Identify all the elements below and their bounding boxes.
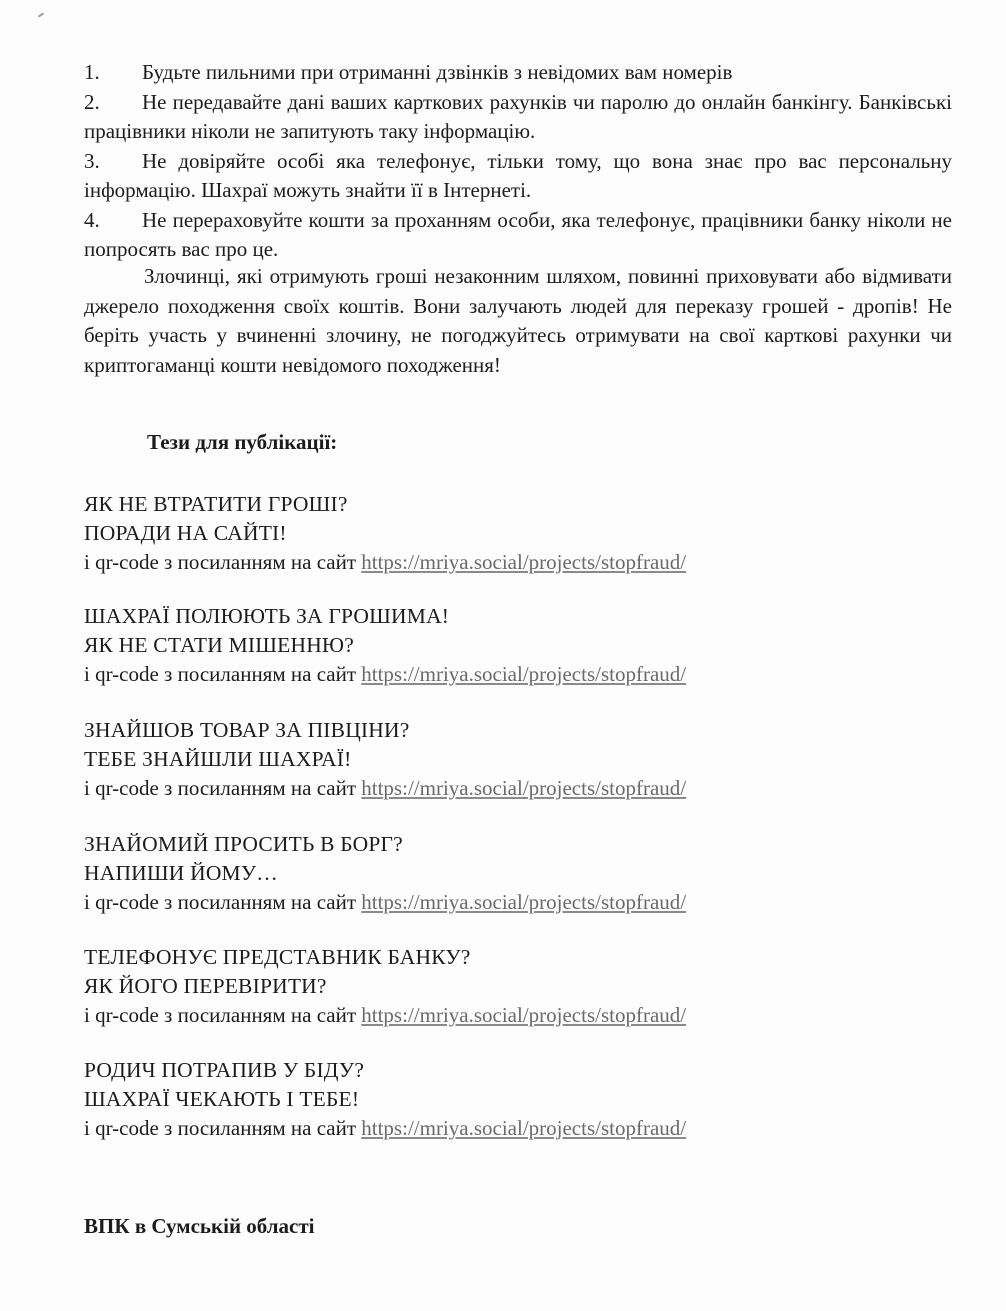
list-item-text: Не передавайте дані ваших карткових рахунків чи паролю до онлайн банкінгу. Банківські працівники ніколи не запитують таку інформацію. — [84, 89, 952, 143]
site-link[interactable]: https://mriya.social/projects/stopfraud/ — [361, 776, 687, 800]
list-item-text: Не перераховуйте кошти за проханням особи, яка телефонує, працівники банку ніколи не попросять вас про це. — [84, 207, 952, 261]
list-item-number: 2. — [84, 89, 100, 114]
site-link[interactable]: https://mriya.social/projects/stopfraud/ — [361, 1116, 687, 1140]
qr-note-text: і qr-code з посиланням на сайт — [84, 776, 362, 800]
thesis-headline-2: ЯК НЕ СТАТИ МІШЕННЮ? — [84, 633, 354, 657]
thesis-headline-1: ЗНАЙШОВ ТОВАР ЗА ПІВЦІНИ? — [84, 718, 410, 742]
thesis-headline-2: ПОРАДИ НА САЙТІ! — [84, 521, 287, 545]
qr-note-text: і qr-code з посиланням на сайт — [84, 890, 362, 914]
qr-note — [84, 888, 686, 917]
site-link[interactable]: https://mriya.social/projects/stopfraud/ — [361, 890, 687, 914]
list-item — [84, 206, 952, 265]
thesis-headline-1: ШАХРАЇ ПОЛЮЮТЬ ЗА ГРОШИМА! — [84, 604, 450, 628]
qr-note-text: і qr-code з посиланням на сайт — [84, 662, 362, 686]
list-item — [84, 147, 952, 206]
list-item-number: 1. — [84, 60, 100, 84]
body-paragraph: Злочинці, які отримують гроші незаконним шляхом, повинні приховувати або відмивати джерело походження своїх коштів. Вони залучають людей для переказу грошей - дропів! Не беріть участь у вчиненні злочину, не погоджуйтесь отримувати на свої карткові рахунки чи криптогаманці кошти невідомого походження! — [84, 264, 952, 377]
qr-note — [84, 774, 686, 803]
thesis-headline-1: ЯК НЕ ВТРАТИТИ ГРОШІ? — [84, 492, 348, 516]
signature: ВПК в Сумській області — [84, 1214, 315, 1238]
qr-note — [84, 1114, 686, 1143]
list-item-text: Будьте пильними при отриманні дзвінків з невідомих вам номерів — [142, 60, 733, 84]
thesis-block — [84, 943, 686, 1030]
thesis-block — [84, 490, 686, 577]
qr-note — [84, 660, 686, 689]
list-item-text: Не довіряйте особі яка телефонує, тільки тому, що вона знає про вас персональну інформацію. Шахраї можуть знайти її в Інтернеті. — [84, 148, 952, 202]
qr-note-text: і qr-code з посиланням на сайт — [84, 550, 362, 574]
thesis-headline-2: ТЕБЕ ЗНАЙШЛИ ШАХРАЇ! — [84, 747, 352, 771]
qr-note — [84, 1001, 686, 1030]
qr-note — [84, 548, 686, 577]
list-item-number: 4. — [84, 207, 100, 232]
list-item — [84, 88, 952, 147]
thesis-block — [84, 602, 686, 689]
site-link[interactable]: https://mriya.social/projects/stopfraud/ — [361, 662, 687, 686]
theses-heading: Тези для публікації: — [147, 430, 338, 454]
thesis-headline-1: ТЕЛЕФОНУЄ ПРЕДСТАВНИК БАНКУ? — [84, 945, 471, 969]
thesis-headline-2: ШАХРАЇ ЧЕКАЮТЬ І ТЕБЕ! — [84, 1087, 360, 1111]
qr-note-text: і qr-code з посиланням на сайт — [84, 1116, 362, 1140]
advice-list — [84, 58, 952, 265]
list-item-number: 3. — [84, 148, 100, 173]
thesis-block — [84, 830, 686, 917]
thesis-headline-2: ЯК ЙОГО ПЕРЕВІРИТИ? — [84, 974, 327, 998]
thesis-headline-1: ЗНАЙОМИЙ ПРОСИТЬ В БОРГ? — [84, 832, 403, 856]
thesis-headline-1: РОДИЧ ПОТРАПИВ У БІДУ? — [84, 1058, 365, 1082]
site-link[interactable]: https://mriya.social/projects/stopfraud/ — [361, 550, 687, 574]
qr-note-text: і qr-code з посиланням на сайт — [84, 1003, 362, 1027]
site-link[interactable]: https://mriya.social/projects/stopfraud/ — [361, 1003, 687, 1027]
thesis-block — [84, 716, 686, 803]
list-item — [84, 58, 952, 88]
thesis-headline-2: НАПИШИ ЙОМУ… — [84, 861, 278, 885]
scan-speck — [38, 12, 44, 17]
thesis-block — [84, 1056, 686, 1143]
